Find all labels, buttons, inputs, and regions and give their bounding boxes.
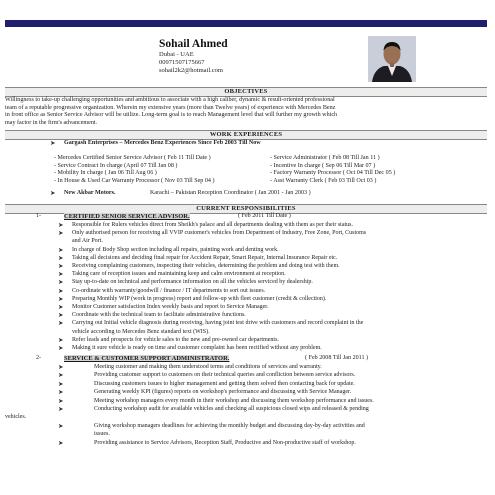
role-left: - Mobility In charge ( Jan 06 Till Aug 06 ) xyxy=(54,170,157,176)
responsibility-item: Coordinate with the technical team to facilitate administrative functions. xyxy=(72,312,246,319)
responsibility-item: Meeting customer and making them understood terms and conditions of services and warranty. xyxy=(94,364,322,370)
role-left: - Service Contract In charge (April 07 Till Jan 08 ) xyxy=(54,162,178,169)
arrow-icon: ➤ xyxy=(58,287,64,295)
responsibility-item: Taking all decisions and deciding final repair for Accident Repair, Smart Repair, Internal Insurance Repair etc. xyxy=(72,254,338,261)
responsibility-item: Co-ordinate with warranty/goodwill / finance / IT departments to sort out issues. xyxy=(72,287,266,294)
employer-gargash: Gargash Enterprises – Mercedes Benz Experiences Since Feb 2003 Till Now xyxy=(64,140,261,146)
responsibility-item: Providing customer support to customers on their technical queries and confliction between service advisors. xyxy=(94,372,356,379)
objectives-text xyxy=(5,97,487,127)
arrow-icon: ➤ xyxy=(58,312,64,320)
responsibility-item: vehicle according to Mercedes Benz standard text (WIS). xyxy=(72,328,210,335)
role-right: - Asst Warranty Clerk ( Feb 03 Till Oct 03 ) xyxy=(270,177,377,184)
responsibility-item: Giving workshop managers deadlines for achieving the monthly budget and discussing day-by-day activities and xyxy=(94,422,365,429)
arrow-icon: ➤ xyxy=(58,372,64,380)
responsibility-item: issues. xyxy=(94,431,110,438)
arrow-icon: ➤ xyxy=(58,279,64,287)
section1-period: ( Feb 2011 Till Date ) xyxy=(238,213,291,219)
objectives-line: Willingness to take-up challenging opportunities and ambitious to associate with a high caliber, dynamic & result-oriented professional xyxy=(5,97,335,103)
responsibility-item: Preparing Monthly WIP (work in progress) report and follow-up with fleet customer (credit & collection). xyxy=(72,295,327,302)
profile-photo xyxy=(368,36,416,82)
role-left: - Mercedes Certified Senior Service Advisor ( Feb 11 Till Date ) xyxy=(54,155,211,161)
phone: 00971507175667 xyxy=(159,59,205,66)
employer-akbar: New Akbar Motors. xyxy=(64,190,116,196)
responsibility-item: In charge of Body Shop section including all repairs, painting work and denting work. xyxy=(72,246,279,253)
responsibility-item: Responsible for Rulers vehicles direct from Sheikh's palace and all departments dealing with them as per their status. xyxy=(72,222,354,228)
responsibility-item: and Air Port. xyxy=(72,238,103,245)
arrow-icon: ➤ xyxy=(58,380,64,388)
section1-heading: CERTIFIED SENIOR SERVICE ADVISOR. xyxy=(64,213,190,220)
responsibility-item: Making it sure vehicle is ready on time and customer complaint has been rectified without any problem. xyxy=(72,345,322,351)
section2-period: ( Feb 2008 Till Jan 2011 ) xyxy=(305,355,369,361)
responsibility-item: Conducting workshop audit for available vehicles and checking all suspicious closed wips and released & pending xyxy=(94,406,369,412)
arrow-icon: ➤ xyxy=(58,336,64,344)
arrow-icon: ➤ xyxy=(58,439,64,447)
objectives-heading: OBJECTIVES xyxy=(5,87,487,97)
role-right: - Incentive In charge ( Sep 06 Till Mar 07 ) xyxy=(270,162,376,169)
section-number: 2- xyxy=(36,355,42,361)
arrow-icon: ➤ xyxy=(58,263,64,270)
employer-akbar-detail: Karachi – Pakistan Reception Coordinator ( Jan 2001 - Jan 2003 ) xyxy=(150,190,311,196)
responsibility-item: Receiving complaining customers, inspecting their vehicles, determining the problem and doing test with them. xyxy=(72,263,340,269)
role-left: - In House & Used Car Warranty Processor ( Nov 03 Till Sep 04 ) xyxy=(54,177,215,184)
responsibility-item: Taking care of reception issues and maintaining keep and calm environment at reception. xyxy=(72,271,286,278)
arrow-icon: ➤ xyxy=(58,246,64,254)
arrow-icon: ➤ xyxy=(58,295,64,303)
role-right: - Service Administrator ( Feb 08 Till Jan 11 ) xyxy=(270,155,380,161)
responsibility-item: Generating weekly KPI (figures) reports on workshop's performance and discussing with Service Manager. xyxy=(94,389,352,396)
candidate-name: Sohail Ahmed xyxy=(159,38,228,50)
arrow-icon: ➤ xyxy=(58,271,64,279)
objectives-line: may factor in the firm's advancement. xyxy=(5,119,98,126)
arrow-icon: ➤ xyxy=(50,140,56,147)
arrow-icon: ➤ xyxy=(58,230,64,238)
arrow-icon: ➤ xyxy=(58,254,64,262)
section-number: 1- xyxy=(36,213,42,219)
responsibility-item: Providing assistance to Service Advisors, Reception Staff, Productive and Non-productive staff of workshop. xyxy=(94,439,356,446)
responsibilities-heading: CURRENT RESPONSIBILITIES xyxy=(5,204,487,214)
objectives-line: in front office as Senior Service Advisor will be utilize. Long-term goal is to reach Management level that will further my growth which xyxy=(5,112,338,119)
responsibility-item: Refer leads and prospects for vehicle sales to the new and pre-owned car departments. xyxy=(72,336,279,343)
responsibility-item: Stay up-to-date on technical and performance information on all the vehicles serviced by dealership. xyxy=(72,279,313,286)
responsibility-item: Carrying out Initial vehicle diagnosis during receiving, having joint test drive with customers and record complaint in the xyxy=(72,320,364,327)
email: sohail2k2@hotmail.com xyxy=(159,67,223,74)
objectives-line: team of a reputable progressive organization. Wherein my extensive years (more than Twelve years) of experience with Mercedes Benz xyxy=(5,104,336,111)
arrow-icon: ➤ xyxy=(58,222,64,229)
location: Dubai - UAE xyxy=(159,51,194,58)
responsibility-item: Discussing customers issues to higher management and getting them solved then contacting back for update. xyxy=(94,380,355,387)
arrow-icon: ➤ xyxy=(50,190,56,197)
role-right: - Factory Warranty Processor ( Oct 04 Till Dec 05 ) xyxy=(270,170,396,176)
responsibility-item: Only authorised person for receiving all VVIP customer's vehicles from Department of Industry, Free Zone, Port, Customs xyxy=(72,230,367,237)
arrow-icon: ➤ xyxy=(58,389,64,397)
arrow-icon: ➤ xyxy=(58,345,64,352)
header-bar xyxy=(5,20,487,27)
responsibility-item: vehicles. xyxy=(5,414,27,421)
arrow-icon: ➤ xyxy=(58,320,64,328)
responsibility-item: Monitor Customer satisfaction Index weekly basis and report to Service Manager. xyxy=(72,304,269,310)
responsibility-item: Meeting workshop managers every month in their workshop and discussing them workshop performance and issues. xyxy=(94,397,374,404)
section2-heading: SERVICE & CUSTOMER SUPPORT ADMINISTRATOR. xyxy=(64,355,230,362)
arrow-icon: ➤ xyxy=(58,406,64,413)
arrow-icon: ➤ xyxy=(58,364,64,371)
arrow-icon: ➤ xyxy=(58,397,64,405)
work-heading: WORK EXPERIENCES xyxy=(5,130,487,140)
arrow-icon: ➤ xyxy=(58,422,64,430)
arrow-icon: ➤ xyxy=(58,304,64,311)
